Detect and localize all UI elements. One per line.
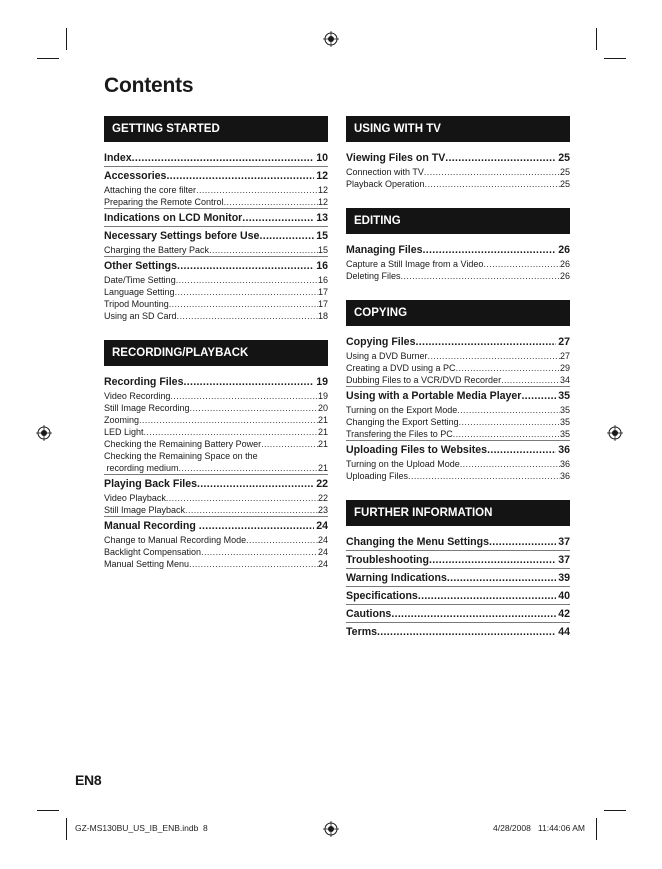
toc-entry-title: Terms [346, 626, 378, 638]
toc-page-number: 21 [317, 439, 328, 449]
toc-entry-title: Turning on the Export Mode [346, 405, 458, 415]
toc-entry-title: Backlight Compensation [104, 547, 202, 557]
toc-page-number: 35 [558, 390, 570, 402]
section-entries [346, 526, 570, 640]
dot-leader [185, 504, 318, 516]
toc-subentry [346, 374, 570, 386]
toc-entry-title: Troubleshooting [346, 554, 429, 566]
toc-page-number: 17 [317, 287, 328, 297]
toc-entry [346, 388, 570, 404]
toc-subentry [104, 244, 328, 256]
toc-subentry [346, 404, 570, 416]
toc-entry-title: recording medium [104, 463, 179, 473]
toc-entry-title: Other Settings [104, 260, 177, 272]
toc-entry-title: Zooming [104, 415, 140, 425]
toc-subentry [104, 286, 328, 298]
dot-leader [177, 258, 314, 274]
section-header: COPYING [346, 300, 570, 326]
toc-page-number: 18 [317, 311, 328, 321]
toc-group [346, 550, 570, 568]
toc-page-number: 23 [317, 505, 328, 515]
dot-leader [459, 416, 560, 428]
toc-subentry [104, 310, 328, 322]
toc-subentry [104, 534, 328, 546]
toc-subentry [346, 362, 570, 374]
registration-mark-icon [36, 425, 52, 441]
section-gap [346, 282, 570, 300]
toc-entry [346, 334, 570, 350]
toc-entry-title: Transfering the Files to PC [346, 429, 453, 439]
toc-entry [104, 150, 328, 166]
toc-page-number: 16 [317, 275, 328, 285]
dot-leader [166, 492, 318, 504]
section-entries [346, 326, 570, 482]
toc-page-number: 19 [316, 376, 328, 388]
dot-leader [144, 426, 318, 438]
dot-leader [521, 388, 556, 404]
toc-entry-title: Tripod Mounting [104, 299, 169, 309]
dot-leader [166, 168, 314, 184]
dot-leader [261, 438, 318, 450]
toc-entry-title: Managing Files [346, 244, 423, 256]
toc-entry-title: Accessories [104, 170, 167, 182]
toc-entry [104, 374, 328, 390]
dot-leader [177, 310, 318, 322]
toc-entry-title: Warning Indications [346, 572, 447, 584]
toc-entry-title: Still Image Playback [104, 505, 186, 515]
dot-leader [415, 334, 556, 350]
toc-page-number: 15 [317, 245, 328, 255]
toc-entry [346, 150, 570, 166]
toc-entry-title: Changing the Menu Settings [346, 536, 490, 548]
toc-entry [346, 534, 570, 550]
toc-page-number: 26 [559, 259, 570, 269]
toc-page-number: 37 [558, 554, 570, 566]
toc-subentry [104, 298, 328, 310]
toc-subentry [346, 458, 570, 470]
toc-subentry [104, 196, 328, 208]
toc-entry-title: Manual Setting Menu [104, 559, 190, 569]
toc-page-number: 13 [316, 212, 328, 224]
toc-subentry [104, 546, 328, 558]
toc-entry-title: Manual Recording [104, 520, 199, 532]
toc-entry-title: Recording Files [104, 376, 184, 388]
dot-leader [175, 286, 318, 298]
toc-subentry [346, 166, 570, 178]
toc-group [346, 242, 570, 282]
toc-page-number: 44 [558, 626, 570, 638]
toc-group [104, 374, 328, 474]
toc-entry-title: Copying Files [346, 336, 416, 348]
toc-entry-title: Dubbing Files to a VCR/DVD Recorder [346, 375, 502, 385]
toc-group [104, 208, 328, 226]
dot-leader [408, 470, 560, 482]
dot-leader [189, 558, 318, 570]
toc-subentry [104, 426, 328, 438]
toc-page-number: 25 [559, 179, 570, 189]
toc-subentry [104, 414, 328, 426]
toc-page-number: 25 [559, 167, 570, 177]
toc-entry-title: Index [104, 152, 132, 164]
toc-page-number: 12 [317, 185, 328, 195]
toc-page-number: 39 [558, 572, 570, 584]
dot-leader [246, 534, 318, 546]
toc-page-number: 17 [317, 299, 328, 309]
toc-subentry [104, 492, 328, 504]
toc-entry-title: Language Setting [104, 287, 175, 297]
dot-leader [170, 390, 318, 402]
toc-page-number: 12 [317, 197, 328, 207]
toc-entry [346, 588, 570, 604]
dot-leader [489, 534, 556, 550]
toc-entry [104, 228, 328, 244]
toc-page-number: 12 [316, 170, 328, 182]
toc-group [346, 150, 570, 190]
footer-file [75, 823, 208, 833]
section-header: GETTING STARTED [104, 116, 328, 142]
registration-mark-icon [323, 31, 339, 47]
toc-page-number: 37 [558, 536, 570, 548]
dot-leader [483, 258, 560, 270]
toc-subentry [104, 438, 328, 450]
toc-entry [104, 258, 328, 274]
toc-subentry [346, 428, 570, 440]
dot-leader [487, 442, 556, 458]
section-header: RECORDING/PLAYBACK [104, 340, 328, 366]
toc-group [346, 386, 570, 440]
toc-entry-title: Uploading Files to Websites [346, 444, 488, 456]
toc-entry-title: Creating a DVD using a PC [346, 363, 456, 373]
dot-leader [259, 228, 314, 244]
toc-entry-title: Cautions [346, 608, 392, 620]
page-number-label: EN8 [75, 772, 102, 788]
dot-leader [425, 178, 560, 190]
toc-entry-title: Indications on LCD Monitor [104, 212, 243, 224]
toc-group [104, 474, 328, 516]
toc-subentry [346, 416, 570, 428]
toc-page-number: 27 [558, 336, 570, 348]
toc-page-number: 21 [317, 463, 328, 473]
toc-entry [346, 624, 570, 640]
toc-entry [346, 242, 570, 258]
dot-leader [424, 166, 560, 178]
crop-mark [596, 818, 597, 840]
dot-leader [201, 546, 318, 558]
toc-subentry [346, 178, 570, 190]
section-header: FURTHER INFORMATION [346, 500, 570, 526]
toc-group [346, 334, 570, 386]
registration-mark-icon [607, 425, 623, 441]
footer-filename: GZ-MS130BU_US_IB_ENB.indb [75, 823, 199, 833]
toc-subentry [104, 390, 328, 402]
toc-subentry [104, 462, 328, 474]
toc-group [104, 150, 328, 166]
toc-page-number: 26 [558, 244, 570, 256]
dot-leader [199, 518, 314, 534]
toc-entry-title: Video Recording [104, 391, 171, 401]
toc-entry-title: Viewing Files on TV [346, 152, 446, 164]
dot-leader [169, 298, 318, 310]
toc-page-number: 10 [316, 152, 328, 164]
toc-subentry [346, 470, 570, 482]
toc-group [104, 516, 328, 570]
section-entries [104, 366, 328, 570]
toc-page-number: 36 [559, 471, 570, 481]
dot-leader [460, 458, 560, 470]
toc-entry [104, 476, 328, 492]
toc-page-number: 15 [316, 230, 328, 242]
toc-subentry [104, 558, 328, 570]
dot-leader [196, 184, 318, 196]
toc-entry [104, 168, 328, 184]
toc-page-number: 24 [316, 520, 328, 532]
toc-page-number: 21 [317, 415, 328, 425]
dot-leader [457, 404, 560, 416]
toc-page-number: 36 [558, 444, 570, 456]
toc-page-number: 22 [317, 493, 328, 503]
toc-subentry [346, 258, 570, 270]
toc-group [346, 568, 570, 586]
toc-subentry [104, 184, 328, 196]
toc-entry [104, 210, 328, 226]
toc-entry-title: Checking the Remaining Battery Power [104, 439, 262, 449]
toc-entry-title: Using a DVD Burner [346, 351, 428, 361]
dot-leader [132, 150, 315, 166]
toc-subentry [346, 270, 570, 282]
dot-leader [209, 244, 318, 256]
dot-leader [391, 606, 556, 622]
toc-entry-title: Charging the Battery Pack [104, 245, 210, 255]
toc-page-number: 35 [559, 405, 570, 415]
toc-entry-title: Still Image Recording [104, 403, 190, 413]
toc-entry-title: Turning on the Upload Mode [346, 459, 460, 469]
toc-subentry [104, 402, 328, 414]
toc-entry-title: Specifications [346, 590, 418, 602]
toc-page-number: 24 [317, 559, 328, 569]
toc-entry-title: Uploading Files [346, 471, 409, 481]
dot-leader [179, 462, 318, 474]
toc-group [346, 622, 570, 640]
dot-leader [445, 150, 556, 166]
toc-group [104, 256, 328, 322]
toc-entry-title: Changing the Export Setting [346, 417, 459, 427]
toc-page-number: 27 [559, 351, 570, 361]
toc-entry-title: Necessary Settings before Use [104, 230, 260, 242]
toc-entry [104, 518, 328, 534]
crop-mark [37, 810, 59, 811]
toc-entry-title: Attaching the core filter [104, 185, 197, 195]
registration-mark-icon [323, 821, 339, 837]
toc-entry-title: Video Playback [104, 493, 166, 503]
toc-entry [346, 552, 570, 568]
toc-page-number: 29 [559, 363, 570, 373]
toc-entry-title: Capture a Still Image from a Video [346, 259, 484, 269]
dot-leader [453, 428, 560, 440]
toc-page-number: 42 [558, 608, 570, 620]
contents-column-right [346, 116, 570, 640]
toc-page-number: 19 [317, 391, 328, 401]
crop-mark [604, 810, 626, 811]
section-gap [346, 482, 570, 500]
crop-mark [596, 28, 597, 50]
toc-entry-title: Using with a Portable Media Player [346, 390, 522, 402]
dot-leader [418, 588, 556, 604]
section-gap [104, 322, 328, 340]
toc-entry-title: Date/Time Setting [104, 275, 176, 285]
dot-leader [447, 570, 556, 586]
toc-entry-title: Checking the Remaining Space on the [104, 451, 258, 461]
dot-leader [501, 374, 560, 386]
toc-group [346, 604, 570, 622]
dot-leader [377, 624, 556, 640]
toc-entry [346, 570, 570, 586]
toc-subentry [104, 450, 328, 462]
toc-subentry [104, 504, 328, 516]
toc-subentry [104, 274, 328, 286]
toc-page-number: 40 [558, 590, 570, 602]
toc-page-number: 21 [317, 427, 328, 437]
section-entries [346, 234, 570, 282]
toc-page-number: 22 [316, 478, 328, 490]
toc-subentry [346, 350, 570, 362]
section-header: USING WITH TV [346, 116, 570, 142]
toc-page-number: 36 [559, 459, 570, 469]
toc-entry-title: Connection with TV [346, 167, 424, 177]
crop-mark [37, 58, 59, 59]
toc-page-number: 35 [559, 417, 570, 427]
toc-entry-title: Using an SD Card [104, 311, 177, 321]
dot-leader [190, 402, 318, 414]
toc-entry-title: Playing Back Files [104, 478, 198, 490]
page-title: Contents [104, 74, 194, 97]
dot-leader [423, 242, 557, 258]
crop-mark [66, 28, 67, 50]
dot-leader [428, 350, 560, 362]
toc-group [104, 166, 328, 208]
toc-group [346, 440, 570, 482]
toc-entry [346, 606, 570, 622]
footer-timestamp: 4/28/2008 11:44:06 AM [493, 823, 585, 833]
dot-leader [401, 270, 560, 282]
dot-leader [224, 196, 318, 208]
toc-page-number: 24 [317, 547, 328, 557]
dot-leader [176, 274, 318, 286]
toc-entry [346, 442, 570, 458]
dot-leader [139, 414, 318, 426]
toc-entry-title: Playback Operation [346, 179, 425, 189]
section-entries [346, 142, 570, 190]
section-gap [346, 190, 570, 208]
toc-page-number: 24 [317, 535, 328, 545]
crop-mark [66, 818, 67, 840]
toc-entry-title: LED Light [104, 427, 144, 437]
toc-page-number: 35 [559, 429, 570, 439]
toc-page-number: 34 [559, 375, 570, 385]
toc-page-number: 20 [317, 403, 328, 413]
toc-group [346, 534, 570, 550]
section-header: EDITING [346, 208, 570, 234]
toc-page-number: 25 [558, 152, 570, 164]
footer-page: 8 [203, 823, 208, 833]
toc-group [104, 226, 328, 256]
toc-page-number: 26 [559, 271, 570, 281]
toc-page-number: 16 [316, 260, 328, 272]
dot-leader [183, 374, 314, 390]
toc-entry-title: Deleting Files [346, 271, 401, 281]
toc-entry-title: Preparing the Remote Control [104, 197, 224, 207]
toc-entry-title: Change to Manual Recording Mode [104, 535, 247, 545]
crop-mark [604, 58, 626, 59]
dot-leader [197, 476, 314, 492]
contents-column-left [104, 116, 328, 570]
dot-leader [456, 362, 560, 374]
dot-leader [429, 552, 556, 568]
toc-group [346, 586, 570, 604]
dot-leader [242, 210, 314, 226]
section-entries [104, 142, 328, 322]
